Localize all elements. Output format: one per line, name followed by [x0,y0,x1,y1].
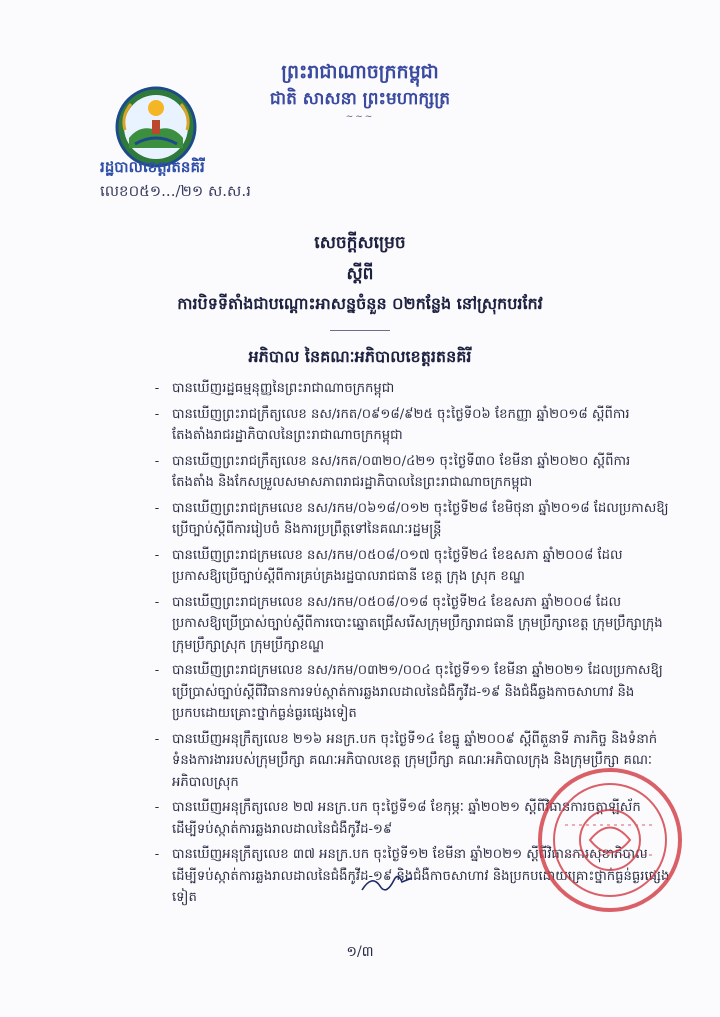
list-item-text: បានឃើញព្រះរាជក្រមលេខ នស/រកម/០៣២១/០០៤ ចុះថ្ងៃទី១១ ខែមីនា ឆ្នាំ២០២១ ដែលប្រកាសឱ្យប្រើប្រាស់ច្បាប់ស្ដីពីវិធានការទប់ស្កាត់ការឆ្លងរាលដាលនៃជំងឺកូវីដ-១៩ និងជំងឺឆ្លងកាចសាហាវ និងប្រកបដោយគ្រោះថ្នាក់ធ្ងន់ធ្ងរផ្សេងទៀត [172,663,663,721]
list-item-text: បានឃើញព្រះរាជក្រមលេខ នស/រកម/០៥០៨/០១៧ ចុះថ្ងៃទី២៤ ខែឧសភា ឆ្នាំ២០០៨ ដែលប្រកាសឱ្យប្រើច្បាប់ស្ដីពីការគ្រប់គ្រងរដ្ឋបាលរាជធានី ខេត្ត ក្រុង ស្រុក ខណ្ឌ [172,547,623,584]
list-item-text: បានឃើញព្រះរាជក្រមលេខ នស/រកម/០៥០៨/០១៨ ចុះថ្ងៃទី២៤ ខែឧសភា ឆ្នាំ២០០៨ ដែលប្រកាសឱ្យប្រើប្រាស់ច្បាប់ស្ដីពីការបោះឆ្នោតជ្រើសរើសក្រុមប្រឹក្សារាជធានី ក្រុមប្រឹក្សាខេត្ត ក្រុមប្រឹក្សាក្រុង ក្រុមប្រឹក្សាស្រុក ក្រុមប្រឹក្សាខណ្ឌ [172,594,663,653]
list-item-text: បានឃើញព្រះរាជក្រឹត្យលេខ នស/រកត/០៣២០/៤២១ ចុះថ្ងៃទី៣០ ខែមីនា ឆ្នាំ២០២០ ស្ដីពីការតែងតាំង និងកែសម្រួលសមាសភាពរាជរដ្ឋាភិបាលនៃព្រះរាជាណាចក្រកម្ពុជា [172,453,631,490]
list-item-text: បានឃើញអនុក្រឹត្យលេខ ២៧ អនក្រ.បក ចុះថ្ងៃទី១៨ ខែកុម្ភៈ ឆ្នាំ២០២១ ស្ដីពីវិធានការចត្តាឡីស័កដើម្បីទប់ស្កាត់ការឆ្លងរាលដាលនៃជំងឺកូវីដ-១៩ [172,800,641,837]
issuing-authority: អភិបាល នៃគណៈអភិបាលខេត្តរតនគិរី [248,347,472,366]
admin-name: រដ្ឋបាលខេត្តរតនគិរី [100,158,205,176]
list-bullet: - [154,500,160,516]
signature-icon [358,870,418,898]
document-subject-label: ស្ដីពី [346,264,374,284]
list-item [150,660,670,725]
list-item-text: បានឃើញរដ្ឋធម្មនុញ្ញនៃព្រះរាជាណាចក្រកម្ពុជា [172,381,395,396]
list-item [150,498,670,541]
document-subject: ការបិទទីតាំងជាបណ្ដោះអាសន្នចំនួន ០២កន្លែង នៅស្រុកបរកែវ [177,294,543,313]
list-bullet: - [154,663,160,678]
list-item-text: បានឃើញអនុក្រឹត្យលេខ ៣៧ អនក្រ.បក ចុះថ្ងៃទី១២ ខែមីនា ឆ្នាំ២០២១ ស្ដីពីវិធានការសុខាភិបាល ដើម្បីទប់ស្កាត់ការឆ្លងរាលដាលនៃជំងឺកូវីដ-១៩ និងជំងឺកាចសាហាវ និងប្រកបដោយគ្រោះថ្នាក់ធ្ងន់ធ្ងរផ្សេងទៀត [172,847,670,905]
list-bullet: - [154,731,160,747]
list-bullet: - [154,800,160,815]
list-bullet: - [154,406,160,422]
list-bullet: - [154,453,160,469]
official-seal-icon [535,765,685,915]
list-item [150,592,670,657]
list-item [150,404,670,447]
list-item-text: បានឃើញព្រះរាជក្រមលេខ នស/រកម/០៦១៨/០១២ ចុះថ្ងៃទី២៨ ខែមិថុនា ឆ្នាំ២០១៨ ដែលប្រកាសឱ្យប្រើច្បាប់ស្ដីពីការរៀបចំ និងការប្រព្រឹត្តទៅនៃគណៈរដ្ឋមន្ត្រី [172,500,669,537]
header-ornament: ~~~ [345,112,375,122]
kingdom-title: ព្រះរាជាណាចក្រកម្ពុជា [281,61,439,83]
list-bullet: - [154,381,160,396]
list-item-text: បានឃើញព្រះរាជក្រឹត្យលេខ នស/រកត/០៩១៨/៩២៥ ចុះថ្ងៃទី០៦ ខែកញ្ញា ឆ្នាំ២០១៨ ស្ដីពីការតែងតាំងរាជរដ្ឋាភិបាលនៃព្រះរាជាណាចក្រកម្ពុជា [172,406,630,443]
list-item [150,545,670,588]
reference-number: លេខ០៥១.../២១ ស.ស.រ [100,182,251,200]
list-bullet: - [154,547,160,563]
national-motto: ជាតិ សាសនា ព្រះមហាក្សត្រ [269,89,451,109]
list-bullet: - [154,847,160,862]
list-item [150,451,670,494]
list-item-text: បានឃើញអនុក្រឹត្យលេខ ២១៦ អនក្រ.បក ចុះថ្ងៃទី១៤ ខែធ្នូ ឆ្នាំ២០០៩ ស្ដីពីតួនាទី ភារកិច្ច និងទំនាក់ទំនងការងាររបស់ក្រុមប្រឹក្សា គណៈអភិបាលខេត្ត ក្រុមប្រឹក្សា គណៈអភិបាលក្រុង និងក្រុមប្រឹក្សា គណៈអភិបាលស្រុក [172,731,658,790]
provincial-emblem-icon [115,86,197,168]
title-divider [330,330,390,331]
document-title: សេចក្ដីសម្រេច [314,233,406,253]
page-number: ១/៣ [346,944,374,960]
list-bullet: - [154,594,160,610]
list-item [150,378,670,400]
